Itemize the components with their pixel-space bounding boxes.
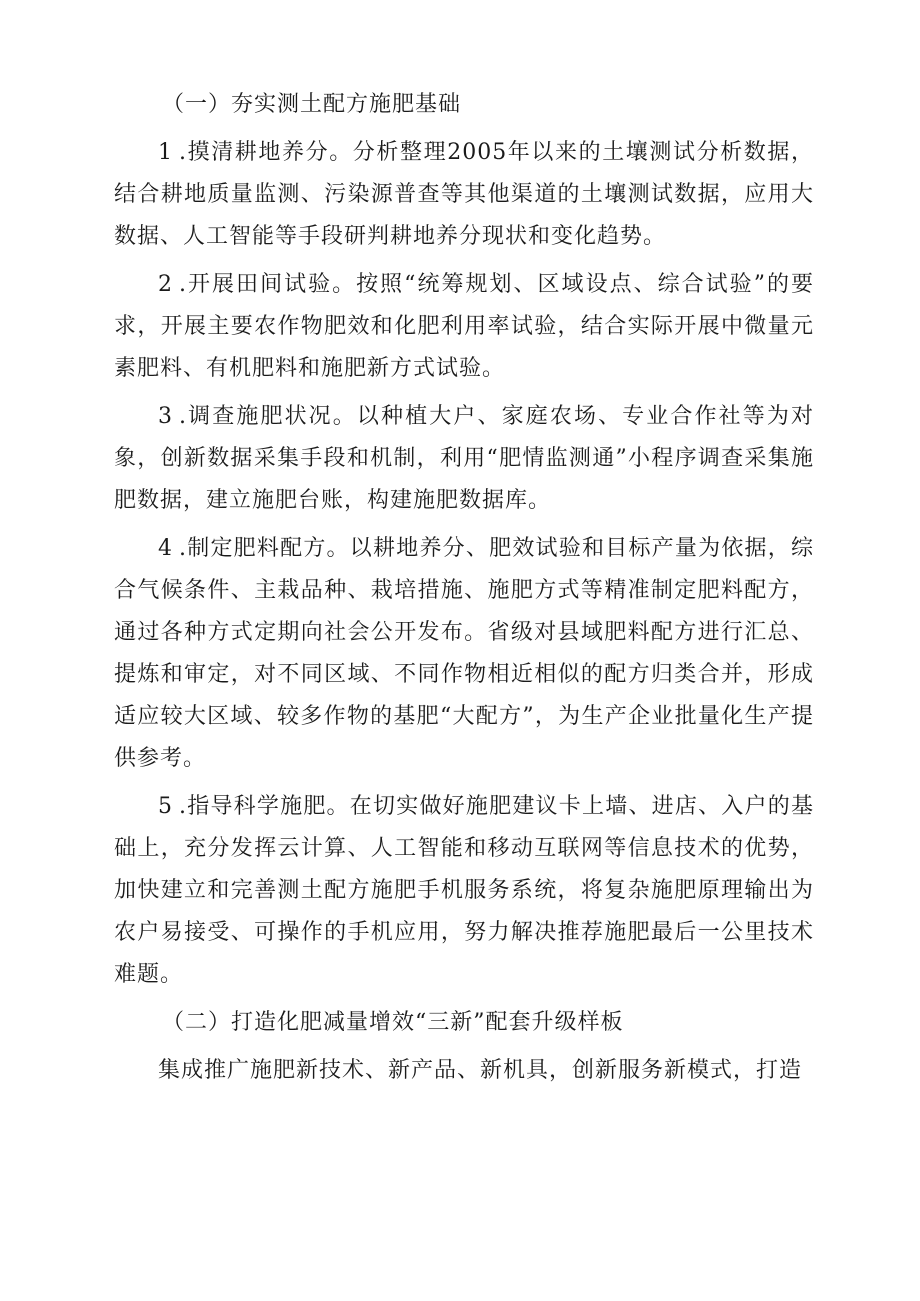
item-text: .制定肥料配方。以耕地养分、肥效试验和目标产量为依据，综合气候条件、主栽品种、栽培措施、施肥方式等精准制定肥料配方，通过各种方式定期向社会公开发布。省级对县域肥料配方进行汇总、提炼和审定，对不同区域、不同作物相近相似的配方归类合并，形成适应较大区域、较多作物的基肥“大配方”，为生产企业批量化生产提供参考。 <box>114 536 814 771</box>
document-page <box>114 84 814 1098</box>
paragraph-item-3 <box>114 396 814 522</box>
paragraph-item-2 <box>114 264 814 390</box>
item-number: 5 <box>158 794 173 819</box>
paragraph-item-5 <box>114 786 814 996</box>
item-number: 3 <box>158 404 173 429</box>
item-number: 2 <box>158 272 173 297</box>
item-text: .摸清耕地养分。分析整理2005年以来的土壤测试分析数据，结合耕地质量监测、污染源普查等其他渠道的土壤测试数据，应用大数据、人工智能等手段研判耕地养分现状和变化趋势。 <box>114 140 814 249</box>
section-1-heading: （一）夯实测土配方施肥基础 <box>162 92 462 117</box>
item-number: 1 <box>158 140 173 165</box>
item-text: .指导科学施肥。在切实做好施肥建议卡上墙、进店、入户的基础上，充分发挥云计算、人工智能和移动互联网等信息技术的优势，加快建立和完善测土配方施肥手机服务系统，将复杂施肥原理输出为农户易接受、可操作的手机应用，努力解决推荐施肥最后一公里技术难题。 <box>114 794 814 987</box>
item-text: .调查施肥状况。以种植大户、家庭农场、专业合作社等为对象，创新数据采集手段和机制，利用“肥情监测通”小程序调查采集施肥数据，建立施肥台账，构建施肥数据库。 <box>114 404 814 513</box>
section-2-intro: 集成推广施肥新技术、新产品、新机具，创新服务新模式，打造 <box>158 1058 803 1083</box>
paragraph-item-4 <box>114 528 814 780</box>
item-number: 4 <box>158 536 173 561</box>
paragraph-item-1 <box>114 132 814 258</box>
section-2-heading: （二）打造化肥减量增效“三新”配套升级样板 <box>162 1010 624 1035</box>
item-text: .开展田间试验。按照“统筹规划、区域设点、综合试验”的要求，开展主要农作物肥效和化肥利用率试验，结合实际开展中微量元素肥料、有机肥料和施肥新方式试验。 <box>114 272 814 381</box>
